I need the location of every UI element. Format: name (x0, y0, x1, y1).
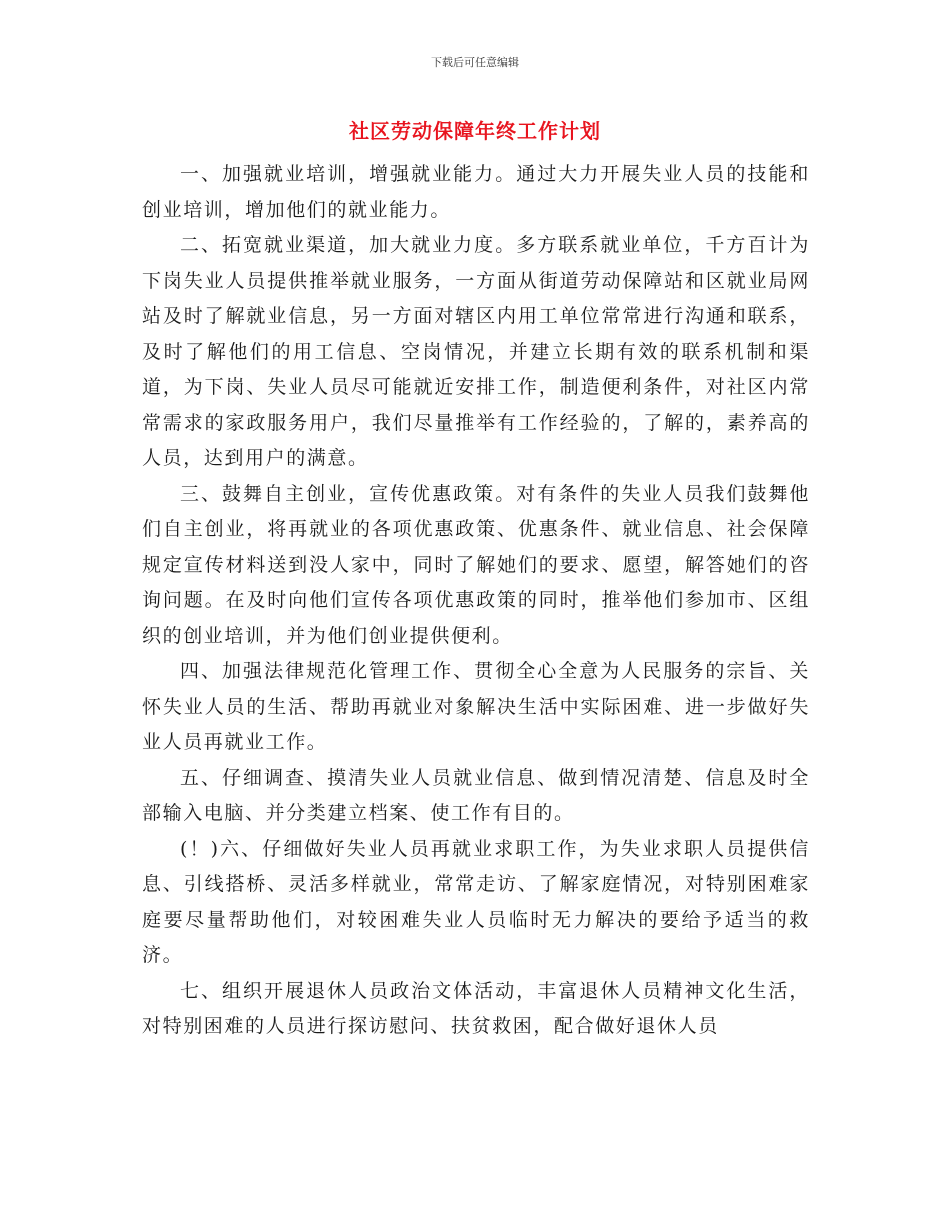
document-body (142, 157, 810, 1045)
paragraph-3: 三、鼓舞自主创业，宣传优惠政策。对有条件的失业人员我们鼓舞他们自主创业，将再就业的各项优惠政策、优惠条件、就业信息、社会保障规定宣传材料送到没人家中，同时了解她们的要求、愿望，解答她们的咨询问题。在及时向他们宣传各项优惠政策的同时，推举他们参加市、区组织的创业培训，并为他们创业提供便利。 (142, 482, 810, 647)
document-title: 社区劳动保障年终工作计划 (349, 119, 601, 143)
header-note: 下载后可任意编辑 (431, 56, 519, 69)
paragraph-4: 四、加强法律规范化管理工作、贯彻全心全意为人民服务的宗旨、关怀失业人员的生活、帮助再就业对象解决生活中实际困难、进一步做好失业人员再就业工作。 (142, 660, 810, 753)
paragraph-6: (！)六、仔细做好失业人员再就业求职工作，为失业求职人员提供信息、引线搭桥、灵活多样就业，常常走访、了解家庭情况，对特别困难家庭要尽量帮助他们，对较困难失业人员临时无力解决的要给予适当的救济。 (142, 837, 810, 966)
paragraph-5: 五、仔细调查、摸清失业人员就业信息、做到情况清楚、信息及时全部输入电脑、并分类建立档案、使工作有目的。 (142, 766, 810, 824)
paragraph-1: 一、加强就业培训，增强就业能力。通过大力开展失业人员的技能和创业培训，增加他们的就业能力。 (142, 163, 810, 221)
paragraph-7: 七、组织开展退休人员政治文体活动，丰富退休人员精神文化生活，对特别困难的人员进行探访慰问、扶贫救困，配合做好退休人员 (142, 979, 810, 1037)
paragraph-2: 二、拓宽就业渠道，加大就业力度。多方联系就业单位，千方百计为下岗失业人员提供推举就业服务，一方面从街道劳动保障站和区就业局网站及时了解就业信息，另一方面对辖区内用工单位常常进行沟通和联系，及时了解他们的用工信息、空岗情况，并建立长期有效的联系机制和渠道，为下岗、失业人员尽可能就近安排工作，制造便利条件，对社区内常常需求的家政服务用户，我们尽量推举有工作经验的，了解的，素养高的人员，达到用户的满意。 (142, 234, 810, 469)
